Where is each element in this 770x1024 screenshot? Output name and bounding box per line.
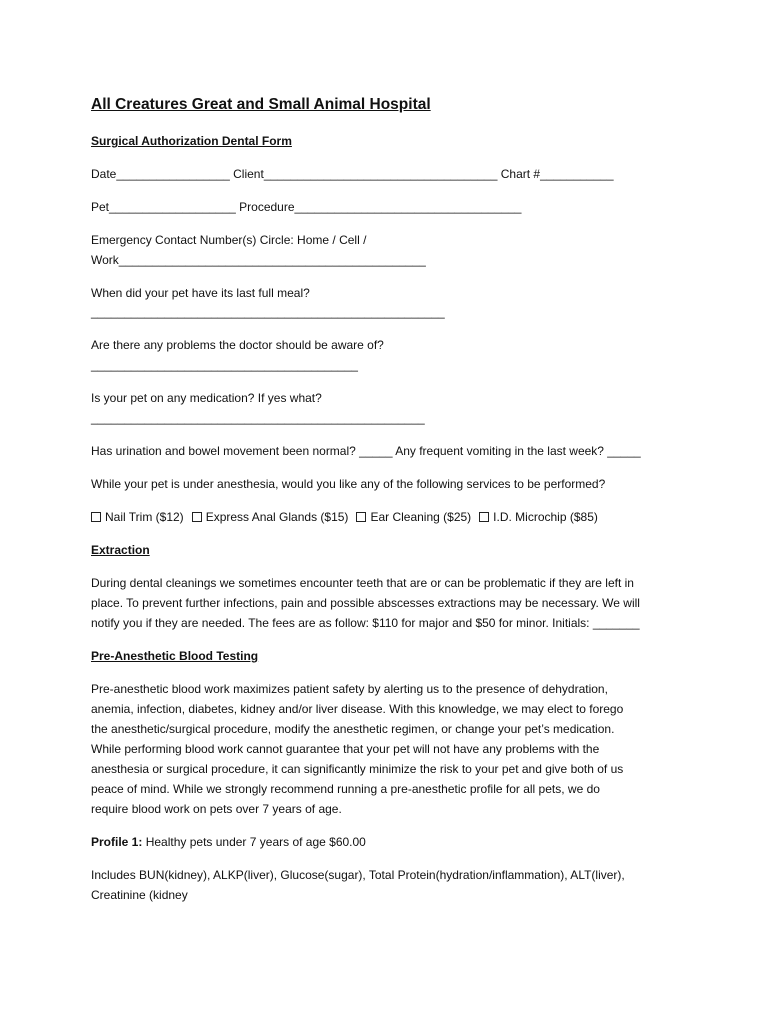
hospital-title: All Creatures Great and Small Animal Hospital [91, 96, 431, 113]
blood-text-line: peace of mind. While we strongly recommend running a pre-anesthetic profile for all pets, we do [91, 782, 600, 796]
service-ear-cleaning[interactable]: Ear Cleaning ($25) [356, 510, 471, 524]
blood-text-line: Pre-anesthetic blood work maximizes patient safety by alerting us to the presence of dehydration, [91, 682, 608, 696]
profile-1-line [91, 832, 366, 852]
form-title: Surgical Authorization Dental Form [91, 134, 292, 148]
profile-1-text: Healthy pets under 7 years of age $60.00 [142, 835, 366, 849]
checkbox-nail-trim[interactable] [91, 512, 101, 522]
includes-line-2: Creatinine (kidney [91, 888, 188, 902]
service-microchip[interactable]: I.D. Microchip ($85) [479, 510, 598, 524]
blood-text-line: While performing blood work cannot guarantee that your pet will not have any problems with the [91, 742, 600, 756]
includes-line-1: Includes BUN(kidney), ALKP(liver), Glucose(sugar), Total Protein(hydration/inflammation), ALT(liver), [91, 868, 625, 882]
emergency-contact-line-1: Emergency Contact Number(s) Circle: Home / Cell / [91, 233, 367, 247]
medication-blank[interactable]: __________________________________________________ [91, 411, 425, 425]
emergency-contact-line-2[interactable]: Work______________________________________________ [91, 253, 426, 267]
blood-testing-heading: Pre-Anesthetic Blood Testing [91, 649, 259, 663]
blood-text-line: the anesthetic/surgical procedure, modify the anesthetic regimen, or change your pet’s medication. [91, 722, 615, 736]
checkbox-microchip[interactable] [479, 512, 489, 522]
problems-blank[interactable]: ________________________________________ [91, 358, 358, 372]
last-meal-question: When did your pet have its last full meal? [91, 286, 310, 300]
problems-question: Are there any problems the doctor should be aware of? [91, 338, 384, 352]
extraction-initials-line[interactable]: notify you if they are needed. The fees are as follow: $110 for major and $50 for minor. Initials: _______ [91, 616, 640, 630]
medication-question: Is your pet on any medication? If yes what? [91, 391, 322, 405]
service-nail-trim[interactable]: Nail Trim ($12) [91, 510, 184, 524]
blood-text-line: anesthesia or surgical procedure, it can significantly minimize the risk to your pet and give both of us [91, 762, 624, 776]
checkbox-anal-glands[interactable] [192, 512, 202, 522]
services-options [91, 507, 606, 527]
extraction-text-line: place. To prevent further infections, pain and possible abscesses extractions may be necessary. We will [91, 596, 640, 610]
blood-text-line: anemia, infection, diabetes, kidney and/or liver disease. With this knowledge, we may elect to forego [91, 702, 624, 716]
urination-vomiting-question[interactable]: Has urination and bowel movement been normal? _____ Any frequent vomiting in the last week? _____ [91, 444, 641, 458]
last-meal-blank[interactable]: _____________________________________________________ [91, 305, 445, 319]
extraction-text-line: During dental cleanings we sometimes encounter teeth that are or can be problematic if they are left in [91, 576, 634, 590]
services-question: While your pet is under anesthesia, would you like any of the following services to be performed? [91, 477, 606, 491]
blood-text-line: require blood work on pets over 7 years of age. [91, 802, 342, 816]
date-client-chart-line[interactable]: Date_________________ Client___________________________________ Chart #___________ [91, 167, 614, 181]
extraction-heading: Extraction [91, 543, 150, 557]
pet-procedure-line[interactable]: Pet___________________ Procedure__________________________________ [91, 200, 522, 214]
profile-1-label: Profile 1: [91, 835, 143, 849]
checkbox-ear-cleaning[interactable] [356, 512, 366, 522]
service-anal-glands[interactable]: Express Anal Glands ($15) [192, 510, 349, 524]
